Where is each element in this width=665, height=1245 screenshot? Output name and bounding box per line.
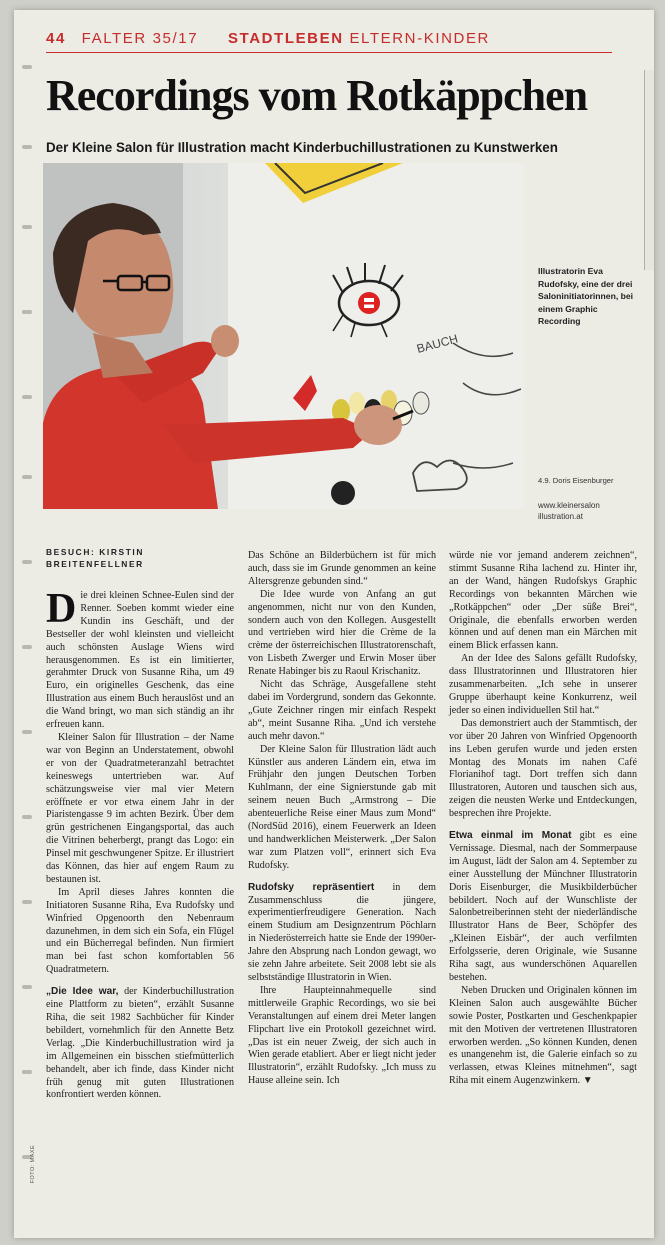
article-column-1	[46, 586, 234, 1102]
paragraph: Etwa einmal im Monat gibt es eine Vernissage. Diesmal, nach der Sommerpause im August, lädt der Salon am 4. September zu einer Ausstellung der Münchner Illustratorin Doris Eisenburger, die Musikbilderbücher bebildert. Noch auf der Wunschliste der Salonbetreiberinnen steht der niederländische Illustrator Hans de Beer, Schöpfer des „Kleinen Eisbär“, der auch verfilmten Erfolgsserie, deren Originale, wie Susanne Riha sagt, aus wunderschönen Aquarellen bestehen.	[449, 830, 637, 983]
adjacent-page-edge	[644, 70, 654, 270]
lead-in: „Die Idee war,	[46, 986, 119, 998]
article-photo	[43, 163, 524, 509]
subsection-label: ELTERN-KINDER	[349, 30, 490, 47]
paragraph: Nicht das Schräge, Ausgefallene steht dabei im Vordergrund, sondern das Gekonnte. „Gute Zeichner ringen mir einfach Respekt ab“, meint Susanne Riha. „Und ich verstehe auch mehr davon.“	[248, 679, 436, 742]
paragraph: Ihre Haupteinnahmequelle sind mittlerweile Graphic Recordings, wo sie bei Veranstaltungen auf einem drei Meter langen Flipchart live ein Protokoll gezeichnet wird. „Das ist ein neuer Zweig, der sich auch in Wien gerade etabliert. Aber er liegt nicht jeder Illustratorin“, erzählt Rudofsky. „Ich muss zu Hause alleine sein. Ich	[248, 984, 436, 1087]
paragraph: Die drei kleinen Schnee-Eulen sind der Renner. Soeben kommt wieder eine Kundin ins Geschäft, und der Bestseller der wohl kleinsten und vielleicht auch schönsten Auslage Wiens wird herausgenommen. Es ist ein limitierter, gerahmter Druck von Susanne Riha, um 49 Euro, ein originelles Geschenk, das eine Illustration aus einem Buch herauslöst und an die Wand bringt, wo man sich ständig an ihr erfreuen kann.	[46, 586, 234, 731]
issue-label: FALTER 35/17	[81, 30, 199, 47]
svg-text:BAUCH: BAUCH	[415, 331, 460, 356]
lead-in: Etwa einmal im Monat	[449, 830, 572, 842]
running-head	[46, 30, 612, 53]
article-column-2	[248, 550, 436, 1088]
binder-holes	[14, 10, 44, 1238]
photo-caption: Illustratorin Eva Rudofsky, eine der drei Saloninitiatorinnen, bei einem Graphic Recording	[538, 266, 634, 326]
paragraph: Der Kleine Salon für Illustration lädt auch Künstler aus anderen Ländern ein, etwa im Frühjahr den jungen Deutschen Torben Kuhlmann, der eine Signierstunde gab mit seinem neuen Buch „Armstrong – Die abenteuerliche Reise einer Maus zum Mond“ (NordSüd 2016), einem Feuerwerk an Ideen und handwerklichen Meisterwerk. „Der Salon war zum Platzen voll“, erinnert sich Eva Rudofsky.	[248, 743, 436, 871]
paragraph: Rudofsky repräsentiert in dem Zusammenschluss die jüngere, experimentierfreudigere Generation. Nach einem Studium am Designzentrum Pöchlarn in Niederösterreich hatte sie Ende der 1990er-Jahre den Absprung nach London gewagt, wo sie zehn Jahre arbeitete. Seit 2008 lebt sie als selbstständige Illustratorin in Wien.	[248, 881, 436, 983]
paragraph: würde nie vor jemand anderem zeichnen“, stimmt Susanne Riha lachend zu. Hinter ihr, an der Wand, hängen Rudofskys Graphic Recordings von bekannten Märchen wie „Rotkäppchen“ oder „Der süße Brei“, Originale, die ebenfalls erworben werden können und auf denen man ein Märchen mit einem Blick erfassen kann.	[449, 550, 637, 652]
photo-side-credit: FOTO: MAXE	[30, 1145, 36, 1184]
paragraph: Neben Drucken und Originalen können im Kleinen Salon auch ausgewählte Bücher sowie Poster, Postkarten und Geschenkpapier mit den Motiven der vertretenen Illustratoren erworben werden. „So können Kunden, denen es unangenehm ist, die Galerie einfach so zu verlassen, etwas Kleines mitnehmen“, sagt Riha mit einem Augenzwinkern. ▼	[449, 984, 637, 1087]
end-mark: ▼	[582, 1075, 593, 1087]
article-column-3	[449, 550, 637, 1088]
illustrator-drawing-illustration	[43, 163, 524, 509]
web-link[interactable]: www.kleinersalon illustration.at	[538, 501, 600, 521]
section-label: STADTLEBEN	[227, 30, 344, 47]
paragraph: Kleiner Salon für Illustration – der Name war von Beginn an Understatement, obwohl er von der Quadratmeteranzahl betrachtet keineswegs untertrieben war. Auf schätzungsweise vier mal vier Metern eröffnete er vor etwa einem Jahr in der Piaristengasse 9 im achten Bezirk. Über dem grün gestrichenen Eingangsportal, das auch die Vitrinen beherbergt, prangt das Logo: ein Pinsel mit geschwungener Spitze. Er illustriert das Können, das hier auf engem Raum zu bestaunen ist.	[46, 731, 234, 885]
dek: Der Kleine Salon für Illustration macht Kinderbuchillustrationen zu Kunstwerken	[46, 140, 558, 155]
headline: Recordings vom Rotkäppchen	[46, 71, 588, 120]
paragraph: Das Schöne an Bilderbüchern ist für mich auch, dass sie im Grunde genommen an keine Altersgrenze gebunden sind.“	[248, 550, 436, 587]
paragraph: Die Idee wurde von Anfang an gut angenommen, nicht nur von den Kunden, sondern auch von den Kollegen. Ausgestellt und vertrieben wird hier die Crème de la crème der österreichischen Illustratorenschaft, von Lisbeth Zwerger und Erwin Moser über Renate Habinger bis zu Raoul Krischanitz.	[248, 588, 436, 678]
paragraph: Das demonstriert auch der Stammtisch, der vor über 20 Jahren von Winfried Opgenoorth ins Leben gerufen wurde und jeden ersten Montag des Monats im nahen Café Florianihof tagt. Dort treffen sich dann Illustratoren, Autoren und tauschen sich aus, zeigen die neusten Werke und Entdeckungen, besprechen ihre Projekte.	[449, 717, 637, 820]
drop-cap: D	[46, 586, 77, 632]
byline: BESUCH: KIRSTIN BREITENFELLNER	[46, 547, 144, 569]
photo-credit: 4.9. Doris Eisenburger	[538, 476, 614, 485]
paragraph: „Die Idee war, der Kinderbuchillustration eine Plattform zu bieten“, erzählt Susanne Riha, die seit 1982 Sachbücher für Kinder bebildert, vornehmlich für den Annette Betz Verlag. „Die Kinderbuchillustration wird ja im Allgemeinen ein bisschen stiefmütterlich behandelt, aber ich finde, dass Kinder nicht früh genug mit guten Illustrationen konfrontiert werden können.	[46, 986, 234, 1101]
page-number: 44	[46, 30, 66, 47]
paragraph: Im April dieses Jahres konnten die Initiatoren Susanne Riha, Eva Rudofsky und Winfried Opgenoorth den Nebenraum dazunehmen, in dem sich ein Sofa, ein Flügel und ein Bücherregal befinden. Nun firmiert man bei fast schon komfortablen 56 Quadratmetern.	[46, 886, 234, 976]
lead-in: Rudofsky repräsentiert	[248, 881, 375, 893]
paragraph: An der Idee des Salons gefällt Rudofsky, dass Illustratorinnen und Illustratoren hier zusammenarbeiten. „Ich sehe in unserer Gruppe überhaupt keine Konkurrenz, weil jeder so einen individuellen Stil hat.“	[449, 653, 637, 716]
